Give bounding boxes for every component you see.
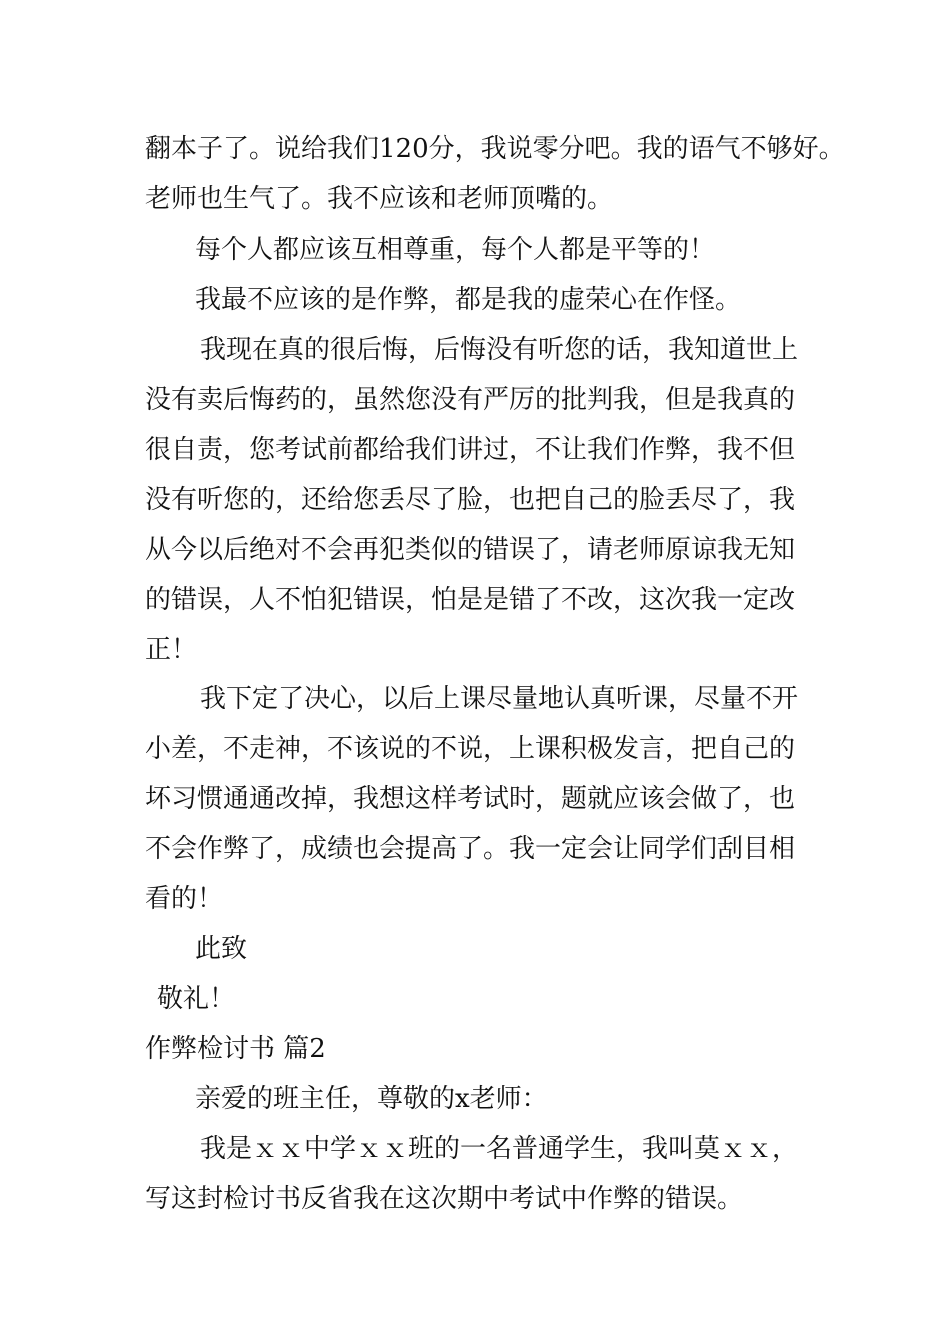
greeting-line: 亲爱的班主任，尊敬的x老师： xyxy=(195,1084,548,1114)
text-line: 我是ｘｘ中学ｘｘ班的一名普通学生，我叫莫ｘｘ， xyxy=(200,1134,799,1164)
text-line: 我下定了决心，以后上课尽量地认真听课，尽量不开 xyxy=(200,684,799,714)
text-line: 我最不应该的是作弊，都是我的虚荣心在作怪。 xyxy=(195,285,742,315)
text-line: 没有卖后悔药的，虽然您没有严厉的批判我，但是我真的 xyxy=(145,385,796,415)
text-line: 很自责，您考试前都给我们讲过，不让我们作弊，我不但 xyxy=(145,435,796,465)
text-line: 我现在真的很后悔，后悔没有听您的话，我知道世上 xyxy=(200,335,799,365)
section-title: 作弊检讨书 篇2 xyxy=(145,1034,326,1064)
text-line: 老师也生气了。我不应该和老师顶嘴的。 xyxy=(145,184,614,214)
text-line: 不会作弊了，成绩也会提高了。我一定会让同学们刮目相 xyxy=(145,834,796,864)
closing-line: 敬礼！ xyxy=(157,984,236,1014)
text-line: 写这封检讨书反省我在这次期中考试中作弊的错误。 xyxy=(145,1184,744,1214)
text-line: 从今以后绝对不会再犯类似的错误了，请老师原谅我无知 xyxy=(145,535,796,565)
text-line: 小差，不走神，不该说的不说，上课积极发言，把自己的 xyxy=(145,734,796,764)
text-line: 看的！ xyxy=(145,884,224,914)
closing-line: 此致 xyxy=(195,934,248,964)
text-line: 坏习惯通通改掉，我想这样考试时，题就应该会做了，也 xyxy=(145,784,796,814)
text-line: 正！ xyxy=(145,635,198,665)
text-line: 翻本子了。说给我们120分，我说零分吧。我的语气不够好。 xyxy=(145,134,845,164)
text-line: 的错误，人不怕犯错误，怕是是错了不改，这次我一定改 xyxy=(145,585,796,615)
text-line: 没有听您的，还给您丢尽了脸，也把自己的脸丢尽了，我 xyxy=(145,485,796,515)
text-line: 每个人都应该互相尊重，每个人都是平等的！ xyxy=(195,235,716,265)
